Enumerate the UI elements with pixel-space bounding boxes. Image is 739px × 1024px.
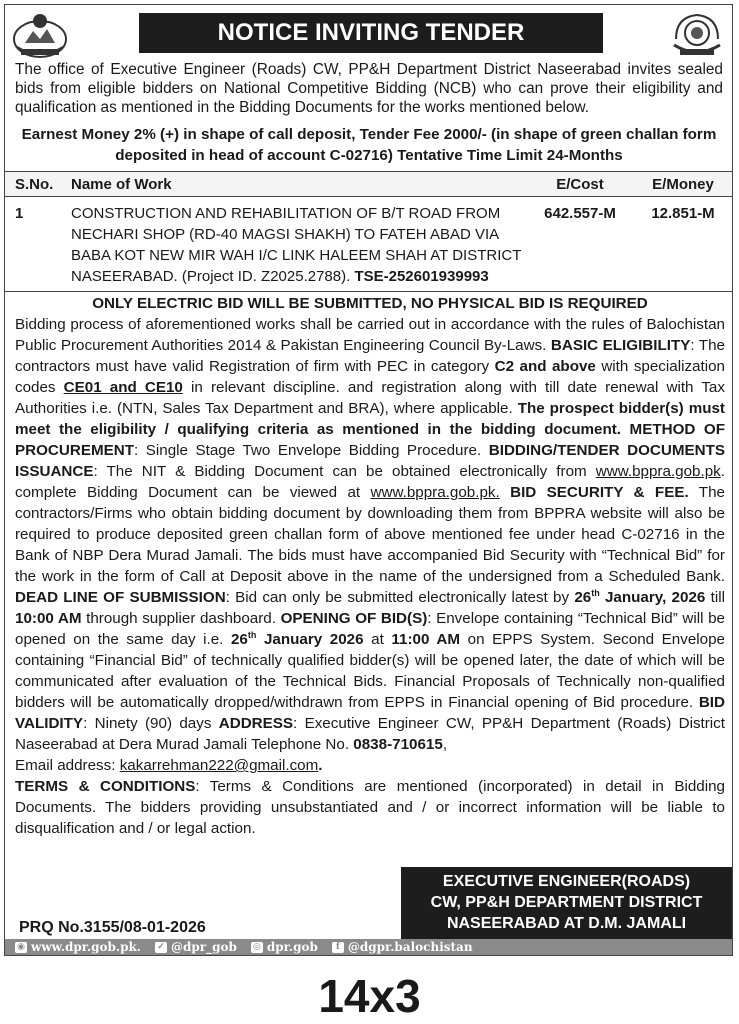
col-name: Name of Work	[67, 172, 526, 197]
footer-twitter-text: @dpr_gob	[171, 940, 237, 954]
work-name: CONSTRUCTION AND REHABILITATION OF B/T ROAD FROM NECHARI SHOP (RD-40 MAGSI SHAKH) TO FATEH ABAD VIA BABA KOT NEW MIR WAH I/C LINK HALEEM SHAH AT DISTRICT NASEERABAD. (Project ID. Z2025.2788).	[71, 205, 522, 285]
row-cost: 642.557-M	[526, 197, 634, 292]
prq-number: PRQ No.3155/08-01-2026	[19, 919, 206, 936]
terms-label: TERMS & CONDITIONS	[15, 778, 196, 795]
pec-category: C2 and above	[494, 358, 596, 375]
address-label: ADDRESS	[218, 715, 294, 732]
footer-twitter[interactable]	[155, 939, 237, 955]
instagram-icon: ◎	[251, 942, 263, 953]
ad-size-label: 14x3	[318, 970, 421, 1022]
opening-at: at	[371, 631, 384, 648]
footer-instagram[interactable]	[251, 939, 318, 955]
department-emblem-right	[668, 9, 726, 61]
tender-body	[15, 293, 725, 839]
telephone-number: 0838-710615	[353, 736, 443, 753]
col-sno: S.No.	[5, 172, 67, 197]
footer-website[interactable]	[15, 939, 141, 955]
works-table	[5, 171, 732, 292]
prospect-bidder-note: The prospect bidder(s) must meet the eligibility / qualifying criteria as mentioned in the bidding document.	[15, 400, 725, 438]
validity-text: : Ninety (90) days	[83, 715, 212, 732]
page-title: NOTICE INVITING TENDER	[139, 13, 603, 53]
intro-paragraph: The office of Executive Engineer (Roads) CW, PP&H Department District Naseerabad invites sealed bids from eligible bidders on National Competitive Bidding (NCB) who can prove their eligibility and qualification as mentioned in the Bidding Documents for the works mentioned below.	[15, 61, 723, 116]
documents-label: BIDDING/TENDER DOCUMENTS ISSUANCE	[15, 442, 725, 480]
documents-text: : The NIT & Bidding Document can be obtained electronically from	[93, 463, 587, 480]
row-money: 12.851-M	[634, 197, 732, 292]
deadline-text-2: through supplier dashboard.	[86, 610, 276, 627]
twitter-icon: ✓	[155, 942, 167, 953]
email-label: Email address:	[15, 757, 116, 774]
table-row	[5, 197, 732, 292]
bid-security-label: BID SECURITY & FEE.	[510, 484, 689, 501]
table-header-row	[5, 172, 732, 197]
opening-day: 26	[230, 631, 248, 648]
col-cost: E/Cost	[526, 172, 634, 197]
row-name	[67, 197, 526, 292]
specialization-text: with specialization codes	[15, 358, 725, 396]
deadline-till: till	[710, 589, 725, 606]
signature-block	[401, 867, 732, 939]
globe-icon: ◉	[15, 942, 27, 953]
tse-number: TSE-252601939993	[354, 268, 489, 285]
opening-text: : Envelope containing “Technical Bid” will be opened on the same day i.e.	[15, 610, 725, 648]
registration-text: in relevant discipline. and registration along with till date renewal with Tax Authorities i.e. (NTN, Sales Tax Department and BRA), where applicable.	[15, 379, 725, 417]
basic-eligibility-text: : The contractors must have valid Registration of firm with PEC in category	[15, 337, 725, 375]
address-text: : Executive Engineer CW, PP&H Department (Roads) District Naseerabad at Dera Murad Jamali Telephone No.	[15, 715, 725, 753]
electronic-bid-heading: ONLY ELECTRIC BID WILL BE SUBMITTED, NO PHYSICAL BID IS REQUIRED	[92, 295, 648, 312]
terms-paragraph	[15, 776, 725, 839]
email-line: Email address: kakarrehman222@gmail.com.	[15, 757, 323, 774]
terms-text: : Terms & Conditions are mentioned (incorporated) in detail in Bidding Documents. The bidders providing unsubstantiated and / or incorrect information will be liable to disqualification and / or legal action.	[15, 778, 725, 837]
opening-day-suffix: th	[247, 629, 257, 640]
deadline-day: 26	[574, 589, 592, 606]
opening-time: 11:00 AM	[391, 631, 461, 648]
specialization-codes: CE01 and CE10	[63, 379, 183, 396]
bppra-link-1[interactable]: www.bppra.gob.pk	[595, 463, 721, 480]
footer-instagram-text: dpr.gob	[266, 940, 318, 954]
opening-label: OPENING OF BID(S)	[280, 610, 428, 627]
tender-notice	[4, 4, 733, 956]
validity-label: BID VALIDITY	[15, 694, 725, 732]
footer-facebook-text: @dgpr.balochistan	[347, 940, 473, 954]
facebook-icon: f	[332, 942, 344, 953]
row-sno: 1	[5, 197, 67, 292]
balochistan-emblem-left	[11, 9, 69, 61]
deadline-day-suffix: th	[591, 587, 600, 598]
method-label: METHOD OF PROCUREMENT	[15, 421, 725, 459]
opening-date	[231, 631, 364, 648]
deadline-date	[574, 589, 705, 606]
deadline-text: : Bid can only be submitted electronically latest by	[225, 589, 570, 606]
signature-line-1: EXECUTIVE ENGINEER(ROADS)	[442, 873, 691, 890]
deadline-label: DEAD LINE OF SUBMISSION	[15, 589, 226, 606]
procurement-rules-text: Bidding process of aforementioned works shall be carried out in accordance with the rules of Balochistan Public Procurement Authorities 2014 & Pakistan Engineering Council By-Laws.	[15, 316, 725, 354]
documents-text-2: . complete Bidding Document can be viewed at	[15, 463, 725, 501]
email-link[interactable]: kakarrehman222@gmail.com	[119, 757, 319, 774]
opening-text-2: on EPPS System. Second Envelope containing “Financial Bid” of technically qualified bidder(s) will be opened later, the date of which will be communicated after evaluation of the Technical Bids. Financial Proposals of Technically non-qualified bidders will be automatically dropped/withdrawn from EPPS in Financial opening of Bid procedure.	[15, 631, 725, 711]
footer-website-text: www.dpr.gob.pk.	[31, 940, 141, 954]
signature-line-2: CW, PP&H DEPARTMENT DISTRICT	[430, 894, 703, 911]
signature-line-3: NASEERABAD AT D.M. JAMALI	[446, 915, 687, 932]
method-text: : Single Stage Two Envelope Bidding Procedure.	[133, 442, 482, 459]
bppra-link-2[interactable]: www.bppra.gob.pk.	[370, 484, 500, 501]
basic-eligibility-label: BASIC ELIGIBILITY	[550, 337, 691, 354]
footer-bar	[5, 939, 732, 955]
earnest-money-note: Earnest Money 2% (+) in shape of call deposit, Tender Fee 2000/- (in shape of green challan form deposited in head of account C-02716) Tentative Time Limit 24-Months	[21, 126, 717, 164]
col-money: E/Money	[634, 172, 732, 197]
deadline-month-year: January, 2026	[604, 589, 706, 606]
body-paragraph-1: Bidding process of aforementioned works shall be carried out in accordance with the rules of Balochistan Public Procurement Authorities 2014 & Pakistan Engineering Council By-Laws. BASIC ELIGIBILITY: The contractors must have valid Registration of firm with PEC in category C2 and above with specialization codes CE01 and CE10 in relevant discipline. and registration along with till date renewal with Tax Authorities i.e. (NTN, Sales Tax Department and BRA), where applicable. The prospect bidder(s) must meet the eligibility / qualifying criteria as mentioned in the bidding document. METHOD OF PROCUREMENT: Single Stage Two Envelope Bidding Procedure. BIDDING/TENDER DOCUMENTS ISSUANCE: The NIT & Bidding Document can be obtained electronically from www.bppra.gob.pk. complete Bidding Document can be viewed at www.bppra.gob.pk. BID SECURITY & FEE. The contractors/Firms who obtain bidding document by downloading them from BPPRA website will also be required to produce deposited green challan form of above mentioned fee under head C-02716 in the Bank of NBP Dera Murad Jamali. The bids must have accompanied Bid Security with “Technical Bid” for the work in the form of Call at Deposit above in the name of the undersigned from a Scheduled Bank. DEAD LINE OF SUBMISSION: Bid can only be submitted electronically latest by 26th January, 2026 till 10:00 AM through supplier dashboard. OPENING OF BID(S): Envelope containing “Technical Bid” will be opened on the same day i.e. 26th January 2026 at 11:00 AM on EPPS System. Second Envelope containing “Financial Bid” of technically qualified bidder(s) will be opened later, the date of which will be communicated after evaluation of the Technical Bids. Financial Proposals of Technically non-qualified bidders will be automatically dropped/withdrawn from EPPS in Financial opening of Bid procedure. BID VALIDITY: Ninety (90) days ADDRESS: Executive Engineer CW, PP&H Department (Roads) District Naseerabad at Dera Murad Jamali Telephone No. 0838-710615,	[15, 316, 725, 753]
footer-facebook[interactable]	[332, 939, 473, 955]
opening-month-year: January 2026	[263, 631, 364, 648]
deadline-time: 10:00 AM	[15, 610, 82, 627]
bid-security-text: The contractors/Firms who obtain bidding document by downloading them from BPPRA website will also be required to produce deposited green challan form of above mentioned fee under head C-02716 in the Bank of NBP Dera Murad Jamali. The bids must have accompanied Bid Security with “Technical Bid” for the work in the form of Call at Deposit above in the name of the undersigned from a Scheduled Bank.	[15, 484, 725, 585]
